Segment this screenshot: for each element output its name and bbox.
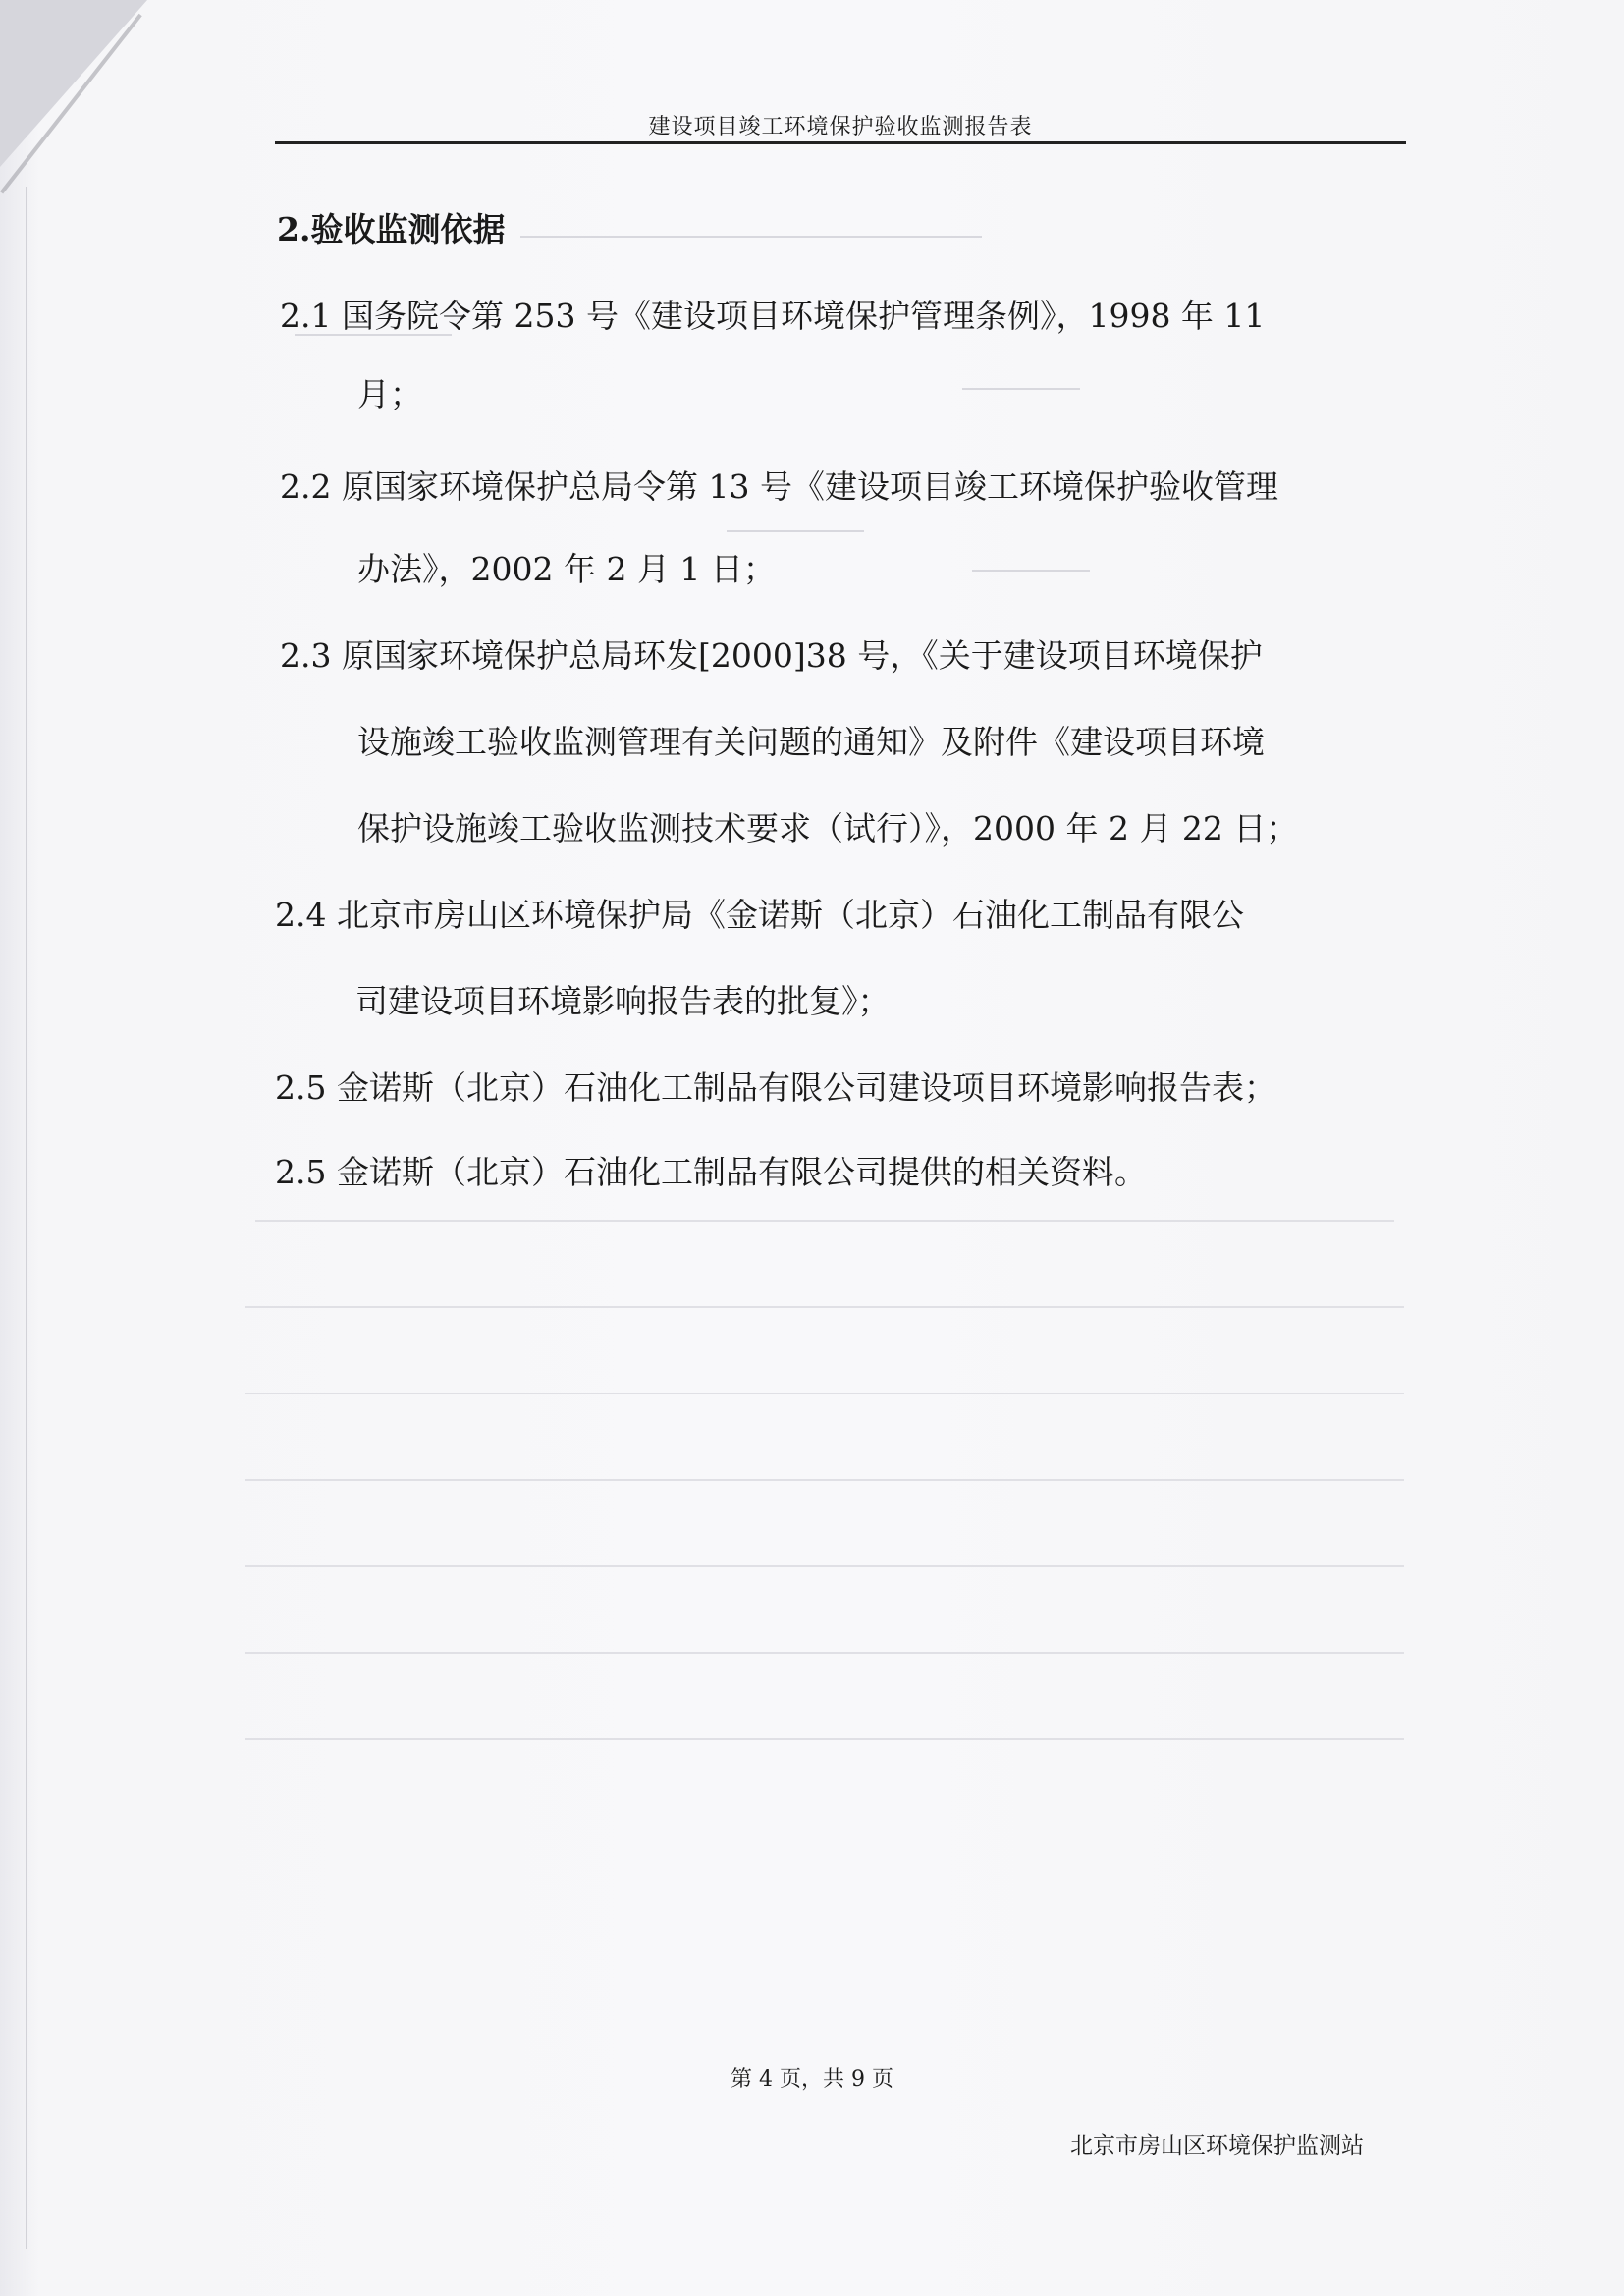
- basis-item-2-4: [275, 872, 1244, 958]
- item-text: 司建设项目环境影响报告表的批复》；: [355, 982, 891, 1020]
- basis-item-2-5-report: [275, 1045, 1276, 1131]
- item-number: 2.3: [280, 636, 332, 675]
- basis-item-2-3-cont1: [357, 699, 1265, 786]
- item-text: 金诺斯（北京）石油化工制品有限公司建设项目环境影响报告表；: [336, 1068, 1276, 1107]
- bleed-through-mark: [245, 1652, 1404, 1654]
- bleed-through-mark: [972, 570, 1090, 572]
- bleed-through-mark: [245, 1479, 1404, 1481]
- bleed-through-mark: [255, 1220, 1394, 1222]
- section-title: 2.验收监测依据: [277, 210, 506, 248]
- item-number: 2.4: [275, 896, 327, 934]
- basis-item-2-1: [280, 273, 1265, 359]
- item-text: 保护设施竣工验收监测技术要求（试行）》，2000 年 2 月 22 日；: [357, 809, 1299, 847]
- basis-item-2-4-cont: [355, 958, 891, 1045]
- bleed-through-mark: [245, 1565, 1404, 1567]
- item-text: 北京市房山区环境保护局《金诺斯（北京）石油化工制品有限公: [336, 896, 1244, 934]
- page-number: 第 4 页，共 9 页: [731, 2067, 893, 2092]
- header-rule: [275, 141, 1406, 144]
- issuing-organization: 北京市房山区环境保护监测站: [1070, 2133, 1364, 2159]
- item-number: 2.2: [280, 467, 332, 506]
- bleed-through-mark: [245, 1738, 1404, 1740]
- item-text: 国务院令第 253 号《建设项目环境保护管理条例》，1998 年 11: [341, 297, 1266, 335]
- item-text: 原国家环境保护总局环发[2000]38 号，《关于建设项目环境保护: [341, 636, 1263, 675]
- item-text: 月；: [357, 375, 422, 413]
- basis-item-2-2: [280, 444, 1278, 530]
- page-edge-shadow: [26, 187, 27, 2249]
- bleed-through-mark: [520, 236, 982, 238]
- item-number: 2.5: [275, 1153, 327, 1191]
- item-text: 金诺斯（北京）石油化工制品有限公司提供的相关资料。: [336, 1153, 1147, 1191]
- item-number: 2.1: [280, 297, 332, 335]
- running-header: 建设项目竣工环境保护验收监测报告表: [648, 115, 1033, 139]
- item-number: 2.5: [275, 1068, 327, 1107]
- bleed-through-mark: [245, 1393, 1404, 1394]
- basis-item-2-3-cont2: [357, 786, 1298, 872]
- item-text: 办法》，2002 年 2 月 1 日；: [357, 550, 776, 588]
- folded-corner: [0, 0, 147, 167]
- item-text: 设施竣工验收监测管理有关问题的通知》及附件《建设项目环境: [357, 723, 1265, 761]
- basis-item-2-2-cont: [357, 526, 776, 613]
- item-text: 原国家环境保护总局令第 13 号《建设项目竣工环境保护验收管理: [341, 467, 1278, 506]
- basis-item-2-3: [280, 613, 1263, 699]
- basis-item-2-5-materials: [275, 1129, 1147, 1216]
- bleed-through-mark: [245, 1306, 1404, 1308]
- basis-item-2-1-cont: [357, 352, 422, 438]
- bleed-through-mark: [962, 388, 1080, 390]
